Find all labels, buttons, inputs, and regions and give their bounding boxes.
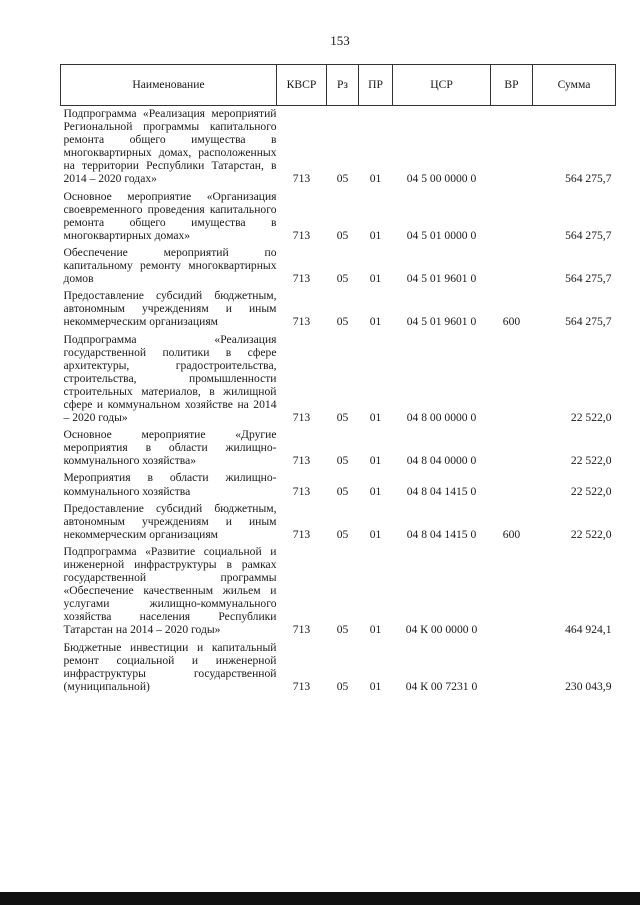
row-sum: 22 522,0 bbox=[570, 411, 612, 425]
row-pr: 01 bbox=[369, 623, 382, 637]
row-vr bbox=[491, 544, 533, 640]
scan-bottom-border bbox=[0, 892, 640, 905]
row-rz: 05 bbox=[336, 484, 349, 498]
row-sum: 22 522,0 bbox=[570, 484, 612, 498]
row-pr: 01 bbox=[369, 454, 382, 468]
row-rz: 05 bbox=[336, 623, 349, 637]
row-vr bbox=[491, 332, 533, 428]
table-row bbox=[61, 288, 616, 331]
header-kvsr: КВСР bbox=[277, 65, 327, 106]
row-kvsr: 713 bbox=[292, 623, 311, 637]
row-sum: 564 275,7 bbox=[565, 315, 612, 329]
row-rz: 05 bbox=[336, 272, 349, 286]
row-csr: 04 8 04 1415 0 bbox=[406, 484, 477, 498]
row-csr: 04 К 00 7231 0 bbox=[405, 679, 478, 693]
row-vr: 600 bbox=[502, 315, 521, 329]
row-vr bbox=[491, 189, 533, 245]
row-kvsr: 713 bbox=[292, 679, 311, 693]
row-rz: 05 bbox=[336, 679, 349, 693]
row-kvsr: 713 bbox=[292, 172, 311, 186]
row-rz: 05 bbox=[336, 315, 349, 329]
row-name: Подпрограмма «Реализация мероприятий Региональной программы капитального ремонта общего имущества в многоквартирных домах, расположенных на территории Республики Татарстан, в 2014 – 2020 годах» bbox=[63, 107, 277, 186]
row-vr: 600 bbox=[502, 527, 521, 541]
row-csr: 04 8 00 0000 0 bbox=[406, 411, 477, 425]
row-sum: 230 043,9 bbox=[565, 679, 612, 693]
header-csr: ЦСР bbox=[393, 65, 491, 106]
row-vr bbox=[491, 427, 533, 470]
row-name: Предоставление субсидий бюджетным, автономным учреждениям и иным некоммерческим организациям bbox=[63, 289, 277, 329]
row-vr bbox=[491, 640, 533, 696]
table-row bbox=[61, 332, 616, 428]
row-kvsr: 713 bbox=[292, 272, 311, 286]
row-pr: 01 bbox=[369, 315, 382, 329]
header-vr: ВР bbox=[491, 65, 533, 106]
table-row bbox=[61, 640, 616, 696]
row-rz: 05 bbox=[336, 411, 349, 425]
row-pr: 01 bbox=[369, 411, 382, 425]
table-row bbox=[61, 106, 616, 189]
row-pr: 01 bbox=[369, 527, 382, 541]
row-rz: 05 bbox=[336, 228, 349, 242]
row-kvsr: 713 bbox=[292, 484, 311, 498]
header-name: Наименование bbox=[61, 65, 277, 106]
row-sum: 22 522,0 bbox=[570, 527, 612, 541]
header-sum: Сумма bbox=[533, 65, 616, 106]
row-pr: 01 bbox=[369, 272, 382, 286]
row-name: Основное мероприятие «Организация своевременного проведения капитального ремонта общего имущества в многоквартирных домах» bbox=[63, 189, 277, 242]
row-sum: 564 275,7 bbox=[565, 272, 612, 286]
row-name: Обеспечение мероприятий по капитальному ремонту многоквартирных домов bbox=[63, 245, 277, 286]
table-row bbox=[61, 189, 616, 245]
row-vr bbox=[491, 106, 533, 189]
table-header-row bbox=[61, 65, 616, 106]
row-pr: 01 bbox=[369, 172, 382, 186]
header-pr: ПР bbox=[359, 65, 393, 106]
table-row bbox=[61, 427, 616, 470]
row-name: Предоставление субсидий бюджетным, автономным учреждениям и иным некоммерческим организациям bbox=[63, 501, 277, 541]
table-row bbox=[61, 245, 616, 288]
row-kvsr: 713 bbox=[292, 411, 311, 425]
row-pr: 01 bbox=[369, 228, 382, 242]
row-kvsr: 713 bbox=[292, 228, 311, 242]
table-row bbox=[61, 470, 616, 500]
row-csr: 04 8 04 1415 0 bbox=[406, 527, 477, 541]
row-csr: 04 5 01 0000 0 bbox=[406, 228, 477, 242]
row-pr: 01 bbox=[369, 484, 382, 498]
row-name: Основное мероприятие «Другие мероприятия в области жилищно-коммунального хозяйства» bbox=[63, 428, 277, 468]
row-kvsr: 713 bbox=[292, 527, 311, 541]
row-sum: 464 924,1 bbox=[565, 623, 612, 637]
budget-table bbox=[60, 64, 616, 696]
row-csr: 04 5 01 9601 0 bbox=[406, 315, 477, 329]
row-csr: 04 К 00 0000 0 bbox=[405, 623, 478, 637]
table-row bbox=[61, 544, 616, 640]
row-sum: 564 275,7 bbox=[565, 172, 612, 186]
row-rz: 05 bbox=[336, 172, 349, 186]
row-vr bbox=[491, 470, 533, 500]
row-vr bbox=[491, 245, 533, 288]
row-name: Мероприятия в области жилищно-коммунального хозяйства bbox=[63, 471, 277, 498]
table-row bbox=[61, 501, 616, 544]
page-number: 153 bbox=[330, 33, 350, 48]
row-csr: 04 5 00 0000 0 bbox=[406, 172, 477, 186]
row-csr: 04 8 04 0000 0 bbox=[406, 454, 477, 468]
row-name: Подпрограмма «Реализация государственной политики в сфере архитектуры, градостроительства, строительства, промышленности строительных материалов, в жилищной сфере и коммунальном хозяйстве на 2014 – 2020 годы» bbox=[63, 332, 277, 425]
row-name: Подпрограмма «Развитие социальной и инженерной инфраструктуры в рамках государственной программы «Обеспечение качественным жильем и услугами жилищно-коммунального хозяйства населения Республики Татарстан на 2014 – 2020 годы» bbox=[63, 544, 277, 637]
row-name: Бюджетные инвестиции и капитальный ремонт социальной и инженерной инфраструктуры государственной (муниципальной) bbox=[63, 640, 277, 693]
row-pr: 01 bbox=[369, 679, 382, 693]
row-kvsr: 713 bbox=[292, 315, 311, 329]
row-sum: 22 522,0 bbox=[570, 454, 612, 468]
row-kvsr: 713 bbox=[292, 454, 311, 468]
row-sum: 564 275,7 bbox=[565, 228, 612, 242]
row-rz: 05 bbox=[336, 454, 349, 468]
row-rz: 05 bbox=[336, 527, 349, 541]
row-csr: 04 5 01 9601 0 bbox=[406, 272, 477, 286]
header-rz: Рз bbox=[327, 65, 359, 106]
